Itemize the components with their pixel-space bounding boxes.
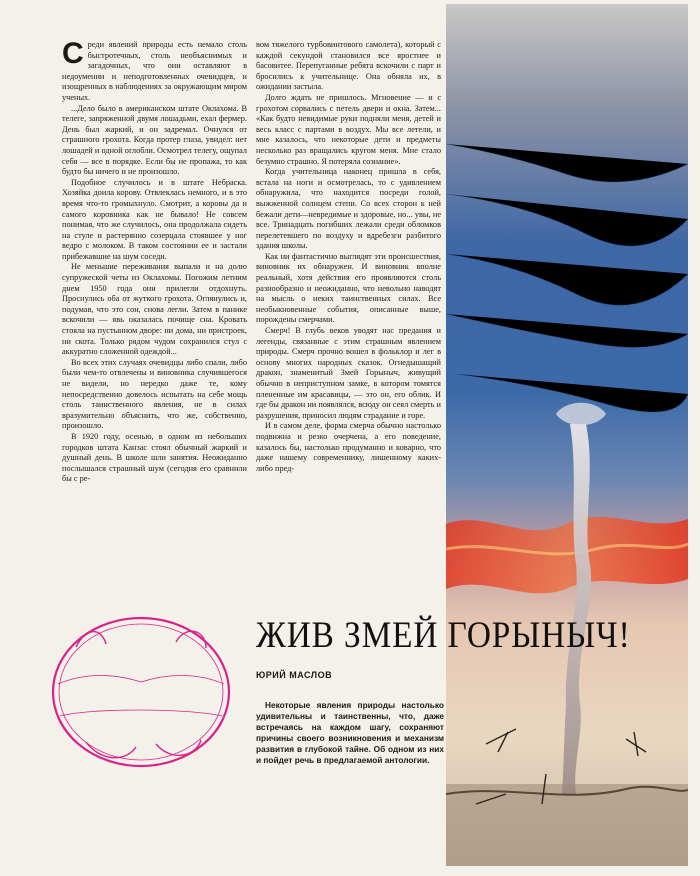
paragraph: Как ни фантастично выглядят эти происшествия, виновник их обнаружен. И виновник вполне реальный, хотя действия его проявляются столь разнообразно и неожиданно, что невольно наводят на мысль о неких таинственных силах. Все необыкновенные события, описанные выше, порождены смерчами. (256, 251, 441, 325)
paragraph: Когда учительница наконец пришла в себя, встала на ноги и осмотрелась, то с удивлением обнаружила, что находится посреди голой, выжженной солнцем степи. Со всех сторон к ней бежали дети—невредимые и здоровые, но... увы, не все. Тринадцать погибших лежали среди обломков перелетевшего по воздуху и вдребезги разбитого здания школы. (256, 167, 441, 251)
emblem-calligraphy (46, 612, 236, 772)
opening-paragraph-text: реди явлений природы есть немало столь быстротечных, столь необъяснимых и загадочных, что они оставляют в недоумении и неподготовленных очевидцев, и изощренных в наблюдениях за окружающим миром ученых. (62, 40, 247, 102)
article-headline: ЖИВ ЗМЕЙ ГОРЫНЫЧ! (256, 615, 631, 656)
paragraph: В 1920 году, осенью, в одном из небольших городков штата Канзас стоял обычный жаркий и душный день. В школе шли занятия. Неожиданно послышался страшный шум (сегодня его сравнили бы с ре- (62, 431, 247, 484)
series-emblem (46, 612, 236, 772)
lead-paragraph: Некоторые явления природы настолько удивительны и таинственны, что, даже встречаясь на каждом шагу, сохраняют причины своего возникновения и механизм развития в глубокой тайне. Об одном из них и пойдет речь в предлагаемой антологии. (256, 700, 444, 765)
ground (446, 784, 688, 866)
paragraph: Не меньшие переживания выпали и на долю супружеской четы из Оклахомы. Погожим летним днем 1950 года они прилегли отдохнуть. Проснулись оба от жуткого грохота. Оглянулись и, подумав, что это сон, снова легли. Затем в панике вскочили — явь оказалась почище сна. Кровать стояла на пустынном дворе: ни дома, ни пристроек, ни скота. Только рядом чудом сохранился стул с аккуратно сложенной одеждой... (62, 262, 247, 357)
text-column-2 (256, 40, 441, 620)
paragraph: ...Дело было в американском штате Оклахома. В телеге, запряженной двумя лошадьми, ехал фермер. День был жаркий, и он задремал. Очнулся от страшного грохота. Когда протер глаза, увидел: нет лошадей и одной оглобли. Осмотрел телегу, ощупал себя — все в порядке. Если бы не пропажа, то как будто бы ничего и не произошло. (62, 103, 247, 177)
text-column-1 (62, 40, 247, 620)
paragraph: И в самом деле, форма смерча обычно настолько подвижна и резко очерчена, а его поведение, казалось бы, настолько продуманно и коварно, что даже нашему современнику, лишенному каких-либо пред- (256, 421, 441, 473)
tornado-illustration (446, 4, 688, 866)
drop-cap: С (62, 40, 84, 70)
paragraph: Смерч! В глубь веков уводят нас предания и легенды, связанные с этим страшным явлением природы. Смерч прочно вошел в фольклор и лег в основу многих народных сказок. Огнедышащий дракон, знаменитый Змей Горыныч, живущий обычно в неприступном замке, в котором томятся плененные им красавицы, — это он, его облик. И где бы дракон ни появлялся, всюду он сеял смерть и разрушения, приносил людям страдание и горе. (256, 326, 441, 420)
opening-paragraph (62, 40, 247, 104)
paragraph: Долго ждать не пришлось. Мгновение — и с грохотом сорвались с петель двери и окна. Затем... «Как будто невидимые руки подняли меня, детей и весь класс с партами в воздух. Мы все летели, и мне казалось, что некоторые дети и предметы несколько раз вращались кругом меня. Мне стало безумно страшно. Я потеряла сознание». (256, 92, 441, 166)
author-byline: ЮРИЙ МАСЛОВ (256, 670, 333, 680)
tornado-painting (446, 4, 688, 866)
paragraph: Во всех этих случаях очевидцы либо спали, либо были чем-то отвлечены и виновника случившегося не видели, но нередко даже те, кому непосредственно довелось испытать на себе мощь столь таинственного явления, не в силах вразумительно объяснить, что же, собственно, произошло. (62, 357, 247, 431)
paragraph: вом тяжелого турбовинтового самолета), который с каждой секундой становился все яростнее и басовитее. Перепуганные ребята вскочили с парт и бросились к учительнице. Она обняла их, в ожидании застыла. (256, 40, 441, 92)
paragraph: Подобное случилось и в штате Небраска. Хозяйка доила корову. Отвлеклась немного, и в это время что-то громыхнуло. Смотрит, а коровы да и самого коровника как не бывало! Не совсем понимая, что же случилось, она продолжала сидеть на стуле и растерянно созерцала стоявшее у ног ведро с молоком. В таком состоянии ее и застали прибежавшие на шум соседи. (62, 177, 247, 261)
